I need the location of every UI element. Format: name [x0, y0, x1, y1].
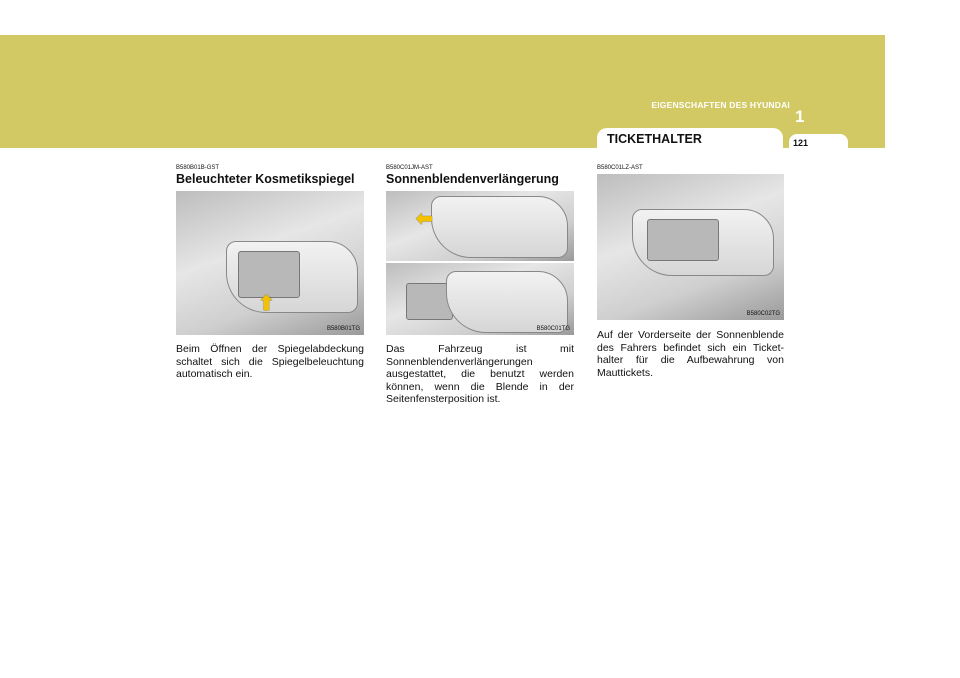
page-number-tab: [789, 134, 848, 148]
arrow-left-icon: ⬅: [416, 208, 433, 230]
section-title: EIGENSCHAFTEN DES HYUNDAI: [651, 100, 790, 110]
section-code: B580B01B-GST: [176, 165, 220, 171]
tab-title: TICKETHALTER: [607, 132, 702, 146]
body-text: Auf der Vorderseite der Sonnenblende des Fahrers befindet sich ein Ticket-halter für die Aufbewahrung von Mauttickets.: [597, 329, 784, 379]
body-text: Beim Öffnen der Spiegelabdeckung schaltet sich die Spiegelbeleuchtung automatisch ein.: [176, 343, 364, 380]
page-tab: [597, 128, 783, 148]
page-number: 121: [793, 138, 809, 148]
ticket-holder-image: [597, 174, 784, 320]
image-label: B580C02TG: [746, 311, 780, 317]
section-code: B580C01JM-AST: [386, 165, 433, 171]
arrow-icon: ⬆: [258, 293, 275, 315]
image-label: B580C01TG: [536, 326, 570, 332]
vanity-mirror-image: [176, 191, 364, 335]
section-heading: Beleuchteter Kosmetikspiegel: [176, 172, 355, 186]
section-code: B580C01LZ-AST: [597, 165, 643, 171]
visor-extension-image-2: [386, 263, 574, 335]
section-heading: Sonnenblendenverlängerung: [386, 172, 559, 186]
visor-extension-image-1: [386, 191, 574, 261]
image-label: B580B01TG: [326, 326, 360, 332]
body-text: Das Fahrzeug ist mit Sonnenblendenverlängerungen ausgestattet, die benutzt werden können, wenn die Blende in der Seitenfensterposition ist.: [386, 343, 574, 405]
chapter-number: 1: [795, 107, 805, 126]
